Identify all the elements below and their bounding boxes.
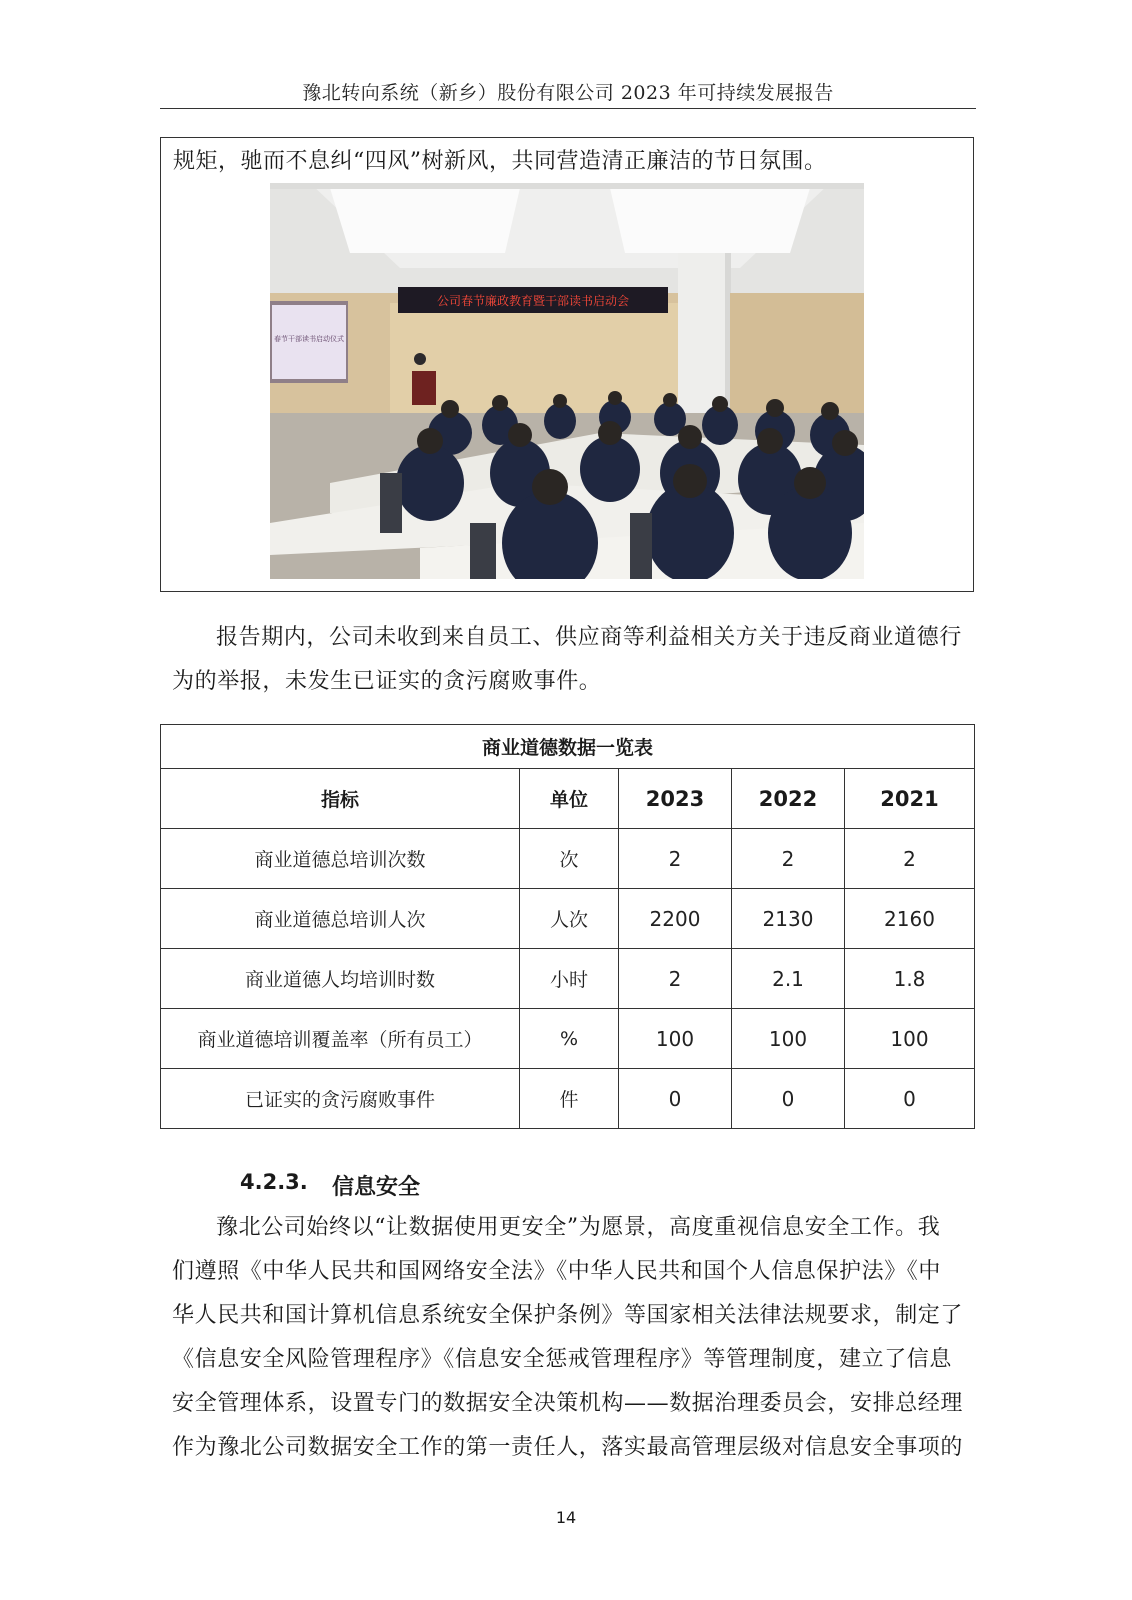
table-cell-indicator: 商业道德人均培训时数 (161, 949, 520, 1009)
table-cell-2023: 2 (619, 829, 732, 889)
table-cell-indicator: 已证实的贪污腐败事件 (161, 1069, 520, 1129)
table-title-row (161, 725, 975, 769)
header-divider (160, 108, 976, 109)
paragraph-line: 《信息安全风险管理程序》《信息安全惩戒管理程序》等管理制度，建立了信息 (172, 1347, 953, 1372)
business-ethics-table (160, 724, 975, 1129)
section-number: 4.2.3. (240, 1170, 308, 1194)
column-header-2023: 2023 (619, 769, 732, 829)
paragraph-line: 报告期内，公司未收到来自员工、供应商等利益相关方关于违反商业道德行 (216, 625, 962, 650)
paragraph-line: 豫北公司始终以“让数据使用更安全”为愿景，高度重视信息安全工作。我 (216, 1215, 941, 1240)
table-cell-unit: 件 (520, 1069, 619, 1129)
column-header-2021: 2021 (845, 769, 975, 829)
table-row (161, 949, 975, 1009)
table-cell-unit: 次 (520, 829, 619, 889)
paragraph-line: 为的举报，未发生已证实的贪污腐败事件。 (172, 669, 602, 694)
paragraph-line: 华人民共和国计算机信息系统安全保护条例》等国家相关法律法规要求，制定了 (172, 1303, 964, 1328)
table-cell-2023: 2200 (619, 889, 732, 949)
report-header: 豫北转向系统（新乡）股份有限公司 2023 年可持续发展报告 (302, 82, 834, 104)
photo-box (160, 137, 974, 592)
column-header-unit: 单位 (520, 769, 619, 829)
photo-box-caption: 规矩，驰而不息纠“四风”树新风，共同营造清正廉洁的节日氛围。 (173, 149, 827, 174)
table-cell-2021: 2160 (845, 889, 975, 949)
table-cell-2022: 2 (732, 829, 845, 889)
table-cell-2022: 2.1 (732, 949, 845, 1009)
section-title: 信息安全 (332, 1175, 421, 1200)
table-cell-2021: 100 (845, 1009, 975, 1069)
table-row (161, 1069, 975, 1129)
table-cell-unit: % (520, 1009, 619, 1069)
page-number: 14 (555, 1508, 577, 1527)
table-row (161, 829, 975, 889)
paragraph-line: 们遵照《中华人民共和国网络安全法》《中华人民共和国个人信息保护法》《中 (172, 1259, 942, 1284)
table-row (161, 889, 975, 949)
table-cell-2023: 0 (619, 1069, 732, 1129)
table-title: 商业道德数据一览表 (161, 725, 975, 769)
paragraph-business-ethics (172, 616, 967, 704)
table-cell-2023: 100 (619, 1009, 732, 1069)
table-cell-2022: 2130 (732, 889, 845, 949)
table-cell-2023: 2 (619, 949, 732, 1009)
paragraph-line: 安全管理体系，设置专门的数据安全决策机构——数据治理委员会，安排总经理 (172, 1391, 964, 1416)
table-row (161, 1009, 975, 1069)
screen-text-label: 春节干部读书启动仪式 (274, 335, 344, 343)
column-header-indicator: 指标 (161, 769, 520, 829)
paragraph-information-security (172, 1206, 967, 1470)
table-cell-unit: 小时 (520, 949, 619, 1009)
column-header-2022: 2022 (732, 769, 845, 829)
banner-text: 公司春节廉政教育暨干部读书启动会 (436, 294, 630, 308)
paragraph-line: 作为豫北公司数据安全工作的第一责任人，落实最高管理层级对信息安全事项的 (172, 1435, 964, 1460)
table-cell-2021: 1.8 (845, 949, 975, 1009)
table-cell-2022: 100 (732, 1009, 845, 1069)
screen-text (274, 334, 344, 343)
table-cell-unit: 人次 (520, 889, 619, 949)
table-cell-indicator: 商业道德培训覆盖率（所有员工） (161, 1009, 520, 1069)
table-cell-2021: 0 (845, 1069, 975, 1129)
table-header-row (161, 769, 975, 829)
table-cell-2022: 0 (732, 1069, 845, 1129)
table-cell-indicator: 商业道德总培训次数 (161, 829, 520, 889)
table-cell-2021: 2 (845, 829, 975, 889)
meeting-photo (270, 183, 864, 579)
table-cell-indicator: 商业道德总培训人次 (161, 889, 520, 949)
